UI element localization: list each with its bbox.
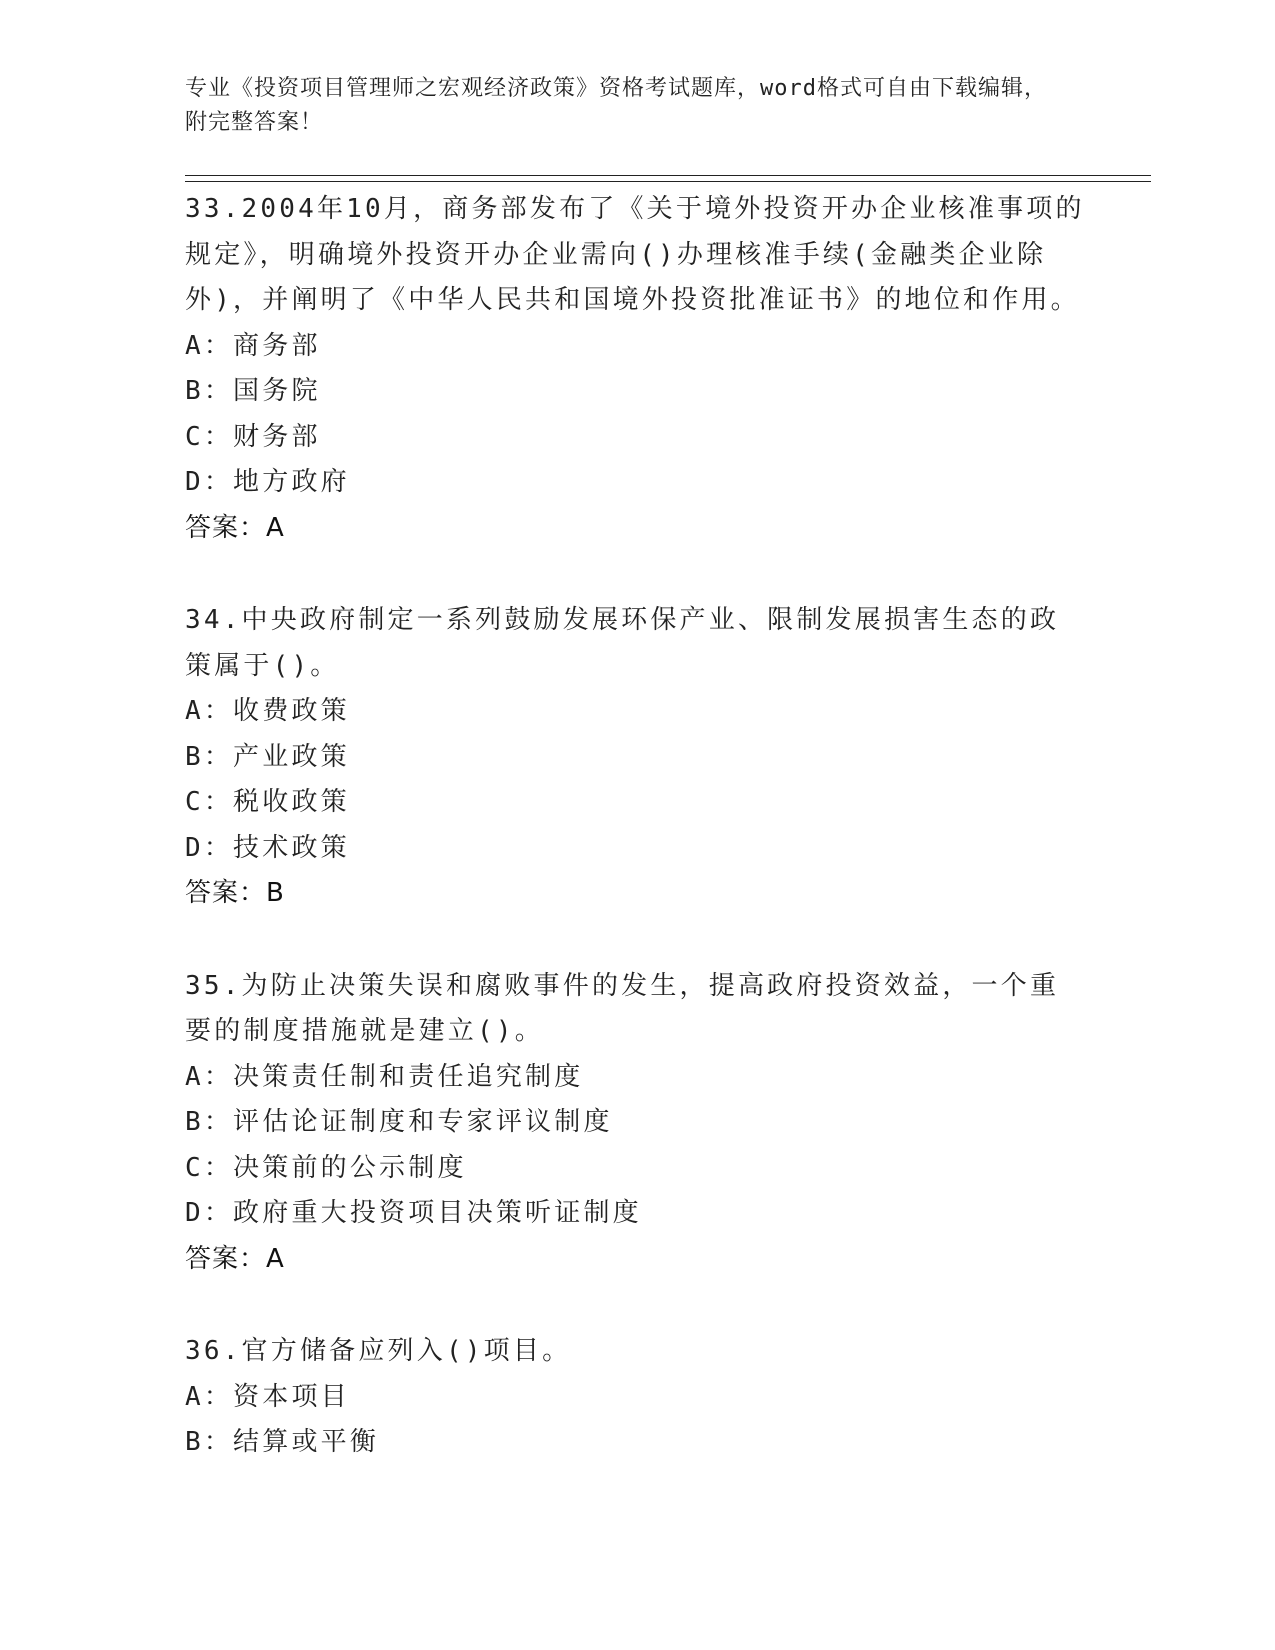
option-a: A：商务部 xyxy=(185,330,321,361)
option-d: D：地方政府 xyxy=(185,467,350,497)
option-b: B：产业政策 xyxy=(185,741,350,772)
option-a: A：决策责任制和责任追究制度 xyxy=(185,1061,584,1092)
question-36 xyxy=(185,1329,1085,1466)
question-35 xyxy=(185,964,1085,1283)
question-34 xyxy=(185,598,1085,917)
answer-line: 答案：A xyxy=(185,1243,285,1274)
header-divider-bottom xyxy=(185,181,1151,182)
option-c: C：决策前的公示制度 xyxy=(185,1152,467,1183)
option-c: C：税收政策 xyxy=(185,787,350,817)
question-33 xyxy=(185,187,1085,551)
option-d: D：技术政策 xyxy=(185,832,350,863)
question-list xyxy=(185,187,1085,1513)
option-b: B：结算或平衡 xyxy=(185,1427,380,1457)
answer-line: 答案：A xyxy=(185,512,285,543)
question-stem: 36.官方储备应列入()项目。 xyxy=(185,1336,572,1366)
question-stem: 35.为防止决策失误和腐败事件的发生，提高政府投资效益，一个重要的制度措施就是建立()。 xyxy=(185,970,1060,1046)
option-b: B：评估论证制度和专家评议制度 xyxy=(185,1107,613,1137)
header-divider-top xyxy=(185,175,1151,176)
option-a: A：资本项目 xyxy=(185,1381,350,1412)
document-header: 专业《投资项目管理师之宏观经济政策》资格考试题库，word格式可自由下载编辑，附完整答案！ xyxy=(185,76,1047,135)
option-a: A：收费政策 xyxy=(185,696,350,726)
option-b: B：国务院 xyxy=(185,376,321,406)
answer-line: 答案：B xyxy=(185,878,285,908)
question-stem: 34.中央政府制定一系列鼓励发展环保产业、限制发展损害生态的政策属于()。 xyxy=(185,605,1060,681)
option-d: D：政府重大投资项目决策听证制度 xyxy=(185,1198,642,1228)
question-stem: 33.2004年10月，商务部发布了《关于境外投资开办企业核准事项的规定》，明确境外投资开办企业需向()办理核准手续(金融类企业除外)，并阐明了《中华人民共和国境外投资批准证书》的地位和作用。 xyxy=(185,194,1085,315)
option-c: C：财务部 xyxy=(185,421,321,452)
